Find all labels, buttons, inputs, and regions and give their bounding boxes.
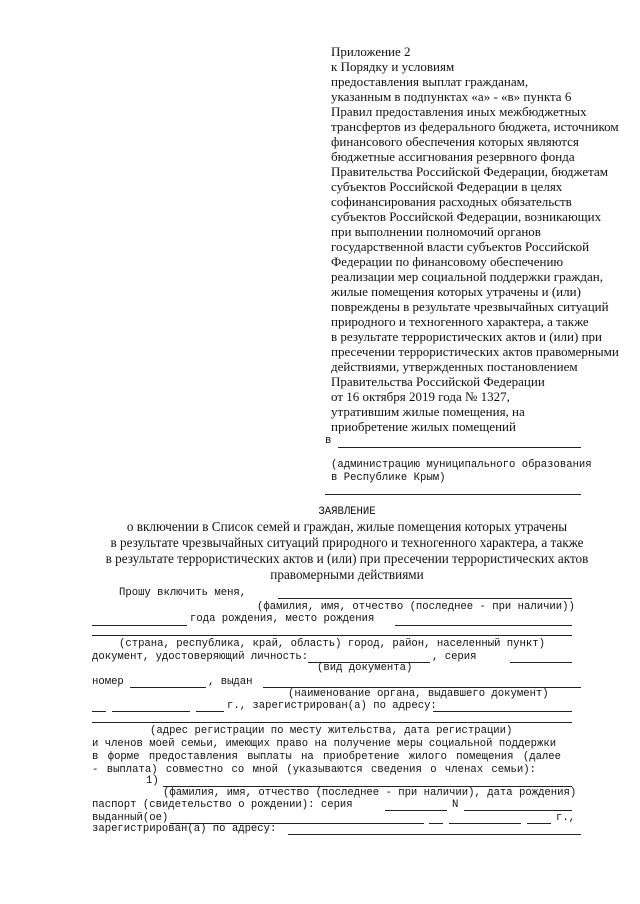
header-line: от 16 октября 2019 года № 1327, xyxy=(331,389,510,404)
birth-place-line-2[interactable] xyxy=(92,635,572,636)
document-heading: ЗАЯВЛЕНИЕ xyxy=(318,506,376,518)
issuer-hint: (наименование органа, выдавшего документ) xyxy=(288,688,549,700)
header-line: государственной власти субъектов Российской xyxy=(331,239,590,254)
address-line-2[interactable] xyxy=(92,722,572,723)
passport-label: паспорт (свидетельство о рождении): серия xyxy=(92,799,353,811)
address-line[interactable] xyxy=(433,711,572,712)
registered-label: зарегистрирован(а) по адресу: xyxy=(92,823,277,835)
issued2-day-line[interactable] xyxy=(429,823,443,824)
family-text-3: - выплата) совместно со мной (указываются сведения о членах семьи): xyxy=(92,764,536,776)
header-line: софинансирования расходных обязательств xyxy=(331,194,572,209)
fio-hint: (фамилия, имя, отчество (последнее - при наличии)) xyxy=(257,601,575,613)
header-line: Правительства Российской Федерации xyxy=(331,374,545,389)
doc-label: документ, удостоверяющий личность: xyxy=(92,651,309,663)
addressee-hint-1: (администрацию муниципального образования xyxy=(331,459,592,471)
number-sign: N xyxy=(452,799,459,811)
header-line: при выполнении полномочий органов xyxy=(331,224,541,239)
issue-date-year-line[interactable] xyxy=(196,711,224,712)
series-line[interactable] xyxy=(510,662,572,663)
subtitle-line-3: в результате террористических актов и (или) при пресечении террористических актов xyxy=(105,551,589,566)
addressee-hint-2: в Республике Крым) xyxy=(331,472,446,484)
doc-hint: (вид документа) xyxy=(317,662,413,674)
registered-address-line[interactable] xyxy=(288,834,581,835)
year-reg-label: г., зарегистрирован(а) по адресу: xyxy=(227,700,437,712)
birth-year-line[interactable] xyxy=(92,625,187,626)
subtitle-line-1: о включении в Список семей и граждан, жилые помещения которых утрачены xyxy=(126,519,568,534)
place-hint: (страна, республика, край, область) город, район, населенный пункт) xyxy=(119,638,545,650)
issued2-label: выданный(ое) xyxy=(92,812,169,824)
header-line: повреждены в результате чрезвычайных ситуаций xyxy=(331,299,609,314)
item-1-label: 1) xyxy=(146,775,159,787)
number-label: номер xyxy=(92,676,124,688)
family-text-2: в форме предоставления выплаты на приобретение жилого помещения (далее xyxy=(92,751,562,763)
header-line: приобретение жилых помещений xyxy=(331,419,516,434)
series-label: , серия xyxy=(432,651,477,663)
addressee-line-2 xyxy=(325,494,581,495)
header-line: субъектов Российской Федерации в целях xyxy=(331,179,563,194)
header-line: жилые помещения которых утрачены и (или) xyxy=(331,284,581,299)
issued2-month-line[interactable] xyxy=(449,823,521,824)
passport-number-line[interactable] xyxy=(464,810,572,811)
header-line: субъектов Российской Федерации, возникающих xyxy=(331,209,602,224)
appendix-header xyxy=(331,44,621,434)
request-label: Прошу включить меня, xyxy=(119,587,247,599)
header-line: финансового обеспечения которых являются xyxy=(331,134,579,149)
issue-date-month-line[interactable] xyxy=(112,711,190,712)
family-text-1: и членов моей семьи, имеющих право на получение меры социальной поддержки xyxy=(92,738,557,750)
header-line: трансфертов из федерального бюджета, источником xyxy=(331,119,619,134)
number-line[interactable] xyxy=(130,687,206,688)
header-line: Федерации по финансовому обеспечению xyxy=(331,254,564,269)
issued-label: , выдан xyxy=(208,676,253,688)
header-line: реализации мер социальной поддержки граждан, xyxy=(331,269,603,284)
subtitle-line-2: в результате чрезвычайных ситуаций природного и техногенного характера, а также xyxy=(110,535,584,550)
birth-label: года рождения, место рождения xyxy=(190,613,375,625)
header-line: Правительства Российской Федерации, бюджетам xyxy=(331,164,608,179)
issue-date-day-line[interactable] xyxy=(92,711,106,712)
header-line: указанным в подпунктах «а» - «в» пункта 6 xyxy=(331,89,572,104)
header-line: действиями, утвержденных постановлением xyxy=(331,359,578,374)
header-line: утратившим жилые помещения, на xyxy=(331,404,525,419)
addr-hint: (адрес регистрации по месту жительства, дата регистрации) xyxy=(150,725,513,737)
header-line: к Порядку и условиям xyxy=(331,59,455,74)
header-line: пресечении террористических актов правомерными xyxy=(331,344,619,359)
birth-place-line[interactable] xyxy=(395,625,572,626)
addressee-prefix: в xyxy=(325,435,332,447)
addressee-line xyxy=(338,447,581,448)
header-line: в результате террористических актов и (или) при xyxy=(331,329,602,344)
header-line: Приложение 2 xyxy=(331,44,411,59)
passport-series-line[interactable] xyxy=(385,810,447,811)
year-short-label: г., xyxy=(556,812,576,824)
header-line: бюджетные ассигнования резервного фонда xyxy=(331,149,575,164)
header-line: Правил предоставления иных межбюджетных xyxy=(331,104,587,119)
issued2-year-line[interactable] xyxy=(527,823,551,824)
header-line: предоставления выплат гражданам, xyxy=(331,74,529,89)
subtitle-line-4: правомерными действиями xyxy=(270,567,424,582)
header-line: природного и техногенного характера, а также xyxy=(331,314,589,329)
fio-line[interactable] xyxy=(278,598,572,599)
member-hint: (фамилия, имя, отчество (последнее - при наличии), дата рождения) xyxy=(163,787,577,799)
